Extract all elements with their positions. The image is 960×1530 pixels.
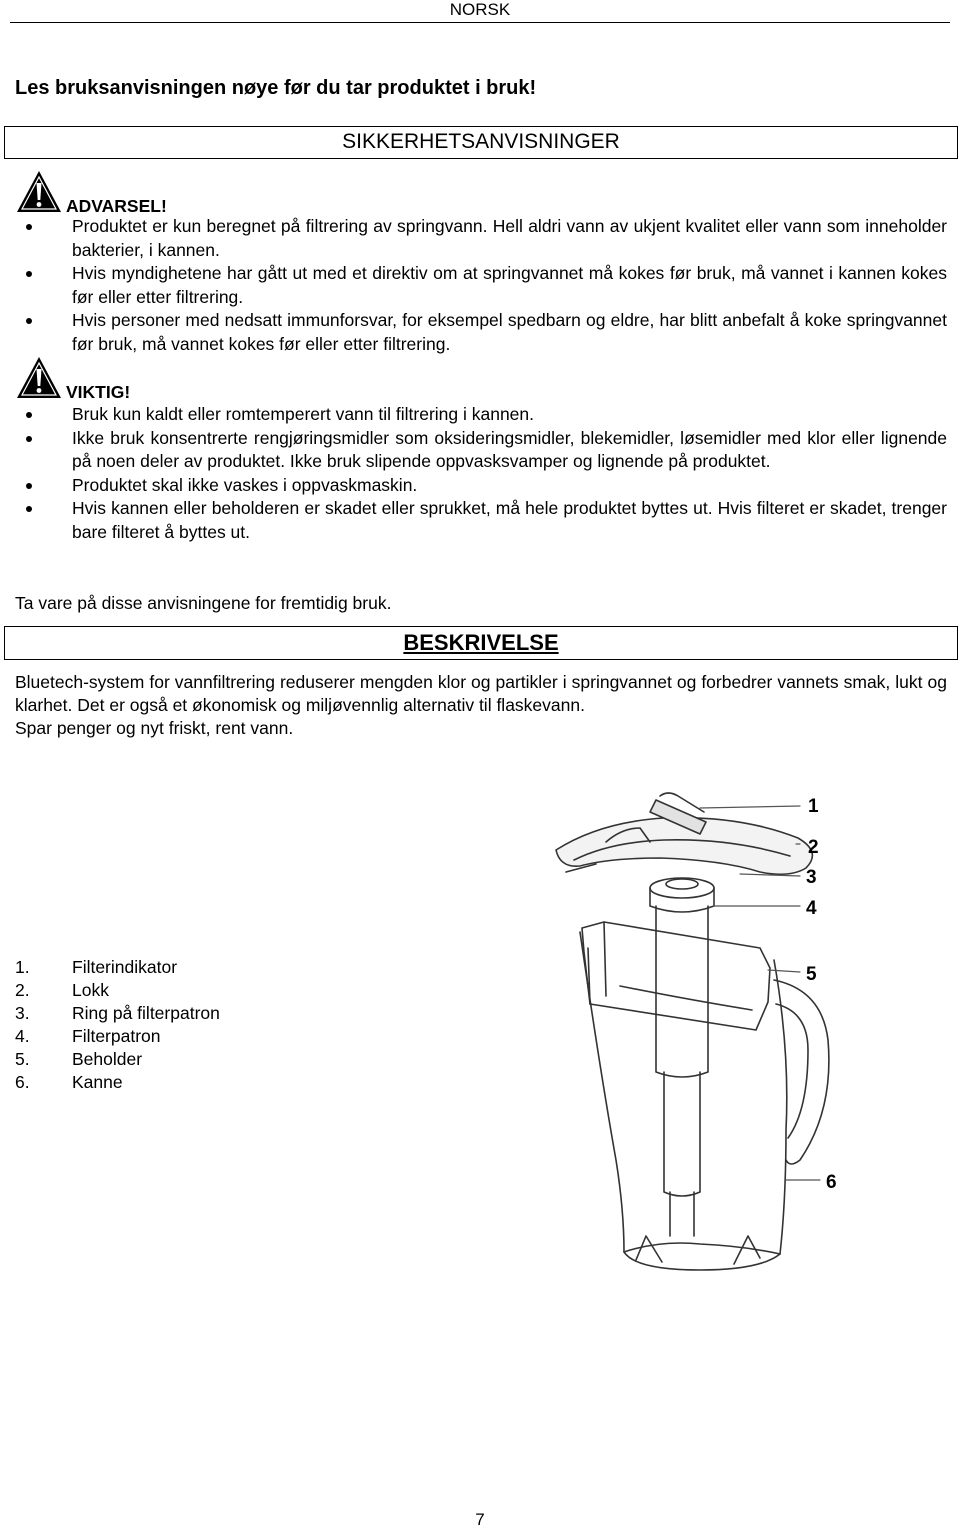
part-number: 5. bbox=[15, 1049, 30, 1069]
description-section-title: BESKRIVELSE bbox=[4, 626, 958, 660]
list-item bbox=[15, 979, 220, 1002]
warning-label: ADVARSEL! bbox=[66, 196, 167, 216]
callout-label: 1 bbox=[808, 796, 819, 817]
important-label: VIKTIG! bbox=[66, 382, 131, 402]
part-name: Lokk bbox=[72, 980, 109, 1000]
filter-cartridge-illustration bbox=[656, 906, 708, 1236]
list-item bbox=[15, 1048, 220, 1071]
list-item bbox=[15, 1025, 220, 1048]
parts-list bbox=[15, 956, 220, 1094]
part-number: 6. bbox=[15, 1072, 30, 1092]
part-number: 3. bbox=[15, 1003, 30, 1023]
list-item bbox=[15, 1002, 220, 1025]
part-name: Kanne bbox=[72, 1072, 123, 1092]
callout-label: 3 bbox=[806, 867, 817, 888]
pitcher-body-illustration bbox=[580, 932, 829, 1270]
part-name: Beholder bbox=[72, 1049, 143, 1069]
warning-triangle-icon bbox=[16, 170, 62, 214]
warning-header bbox=[16, 170, 167, 214]
important-list bbox=[0, 403, 960, 544]
filter-ring-illustration bbox=[650, 878, 714, 912]
description-paragraph: Bluetech-system for vannfiltrering reduserer mengden klor og partikler i springvannet og forbedrer vannets smak, lukt og klarhet. Det er også et økonomisk og miljøvennlig alternativ til flaskevann. bbox=[15, 672, 947, 715]
part-name: Filterpatron bbox=[72, 1026, 161, 1046]
part-number: 2. bbox=[15, 980, 30, 1000]
callout-label: 4 bbox=[806, 898, 817, 919]
list-item: Produktet skal ikke vaskes i oppvaskmaskin. bbox=[0, 474, 960, 498]
list-item: Produktet er kun beregnet på filtrering av springvann. Hell aldri vann av ukjent kvalitet eller vann som inneholder bakterier, i kannen. bbox=[0, 215, 960, 262]
part-name: Ring på filterpatron bbox=[72, 1003, 220, 1023]
safety-section-title: SIKKERHETSANVISNINGER bbox=[4, 126, 958, 159]
intro-heading: Les bruksanvisningen nøye før du tar produktet i bruk! bbox=[15, 77, 537, 99]
header-language: NORSK bbox=[449, 0, 511, 19]
warning-triangle-icon bbox=[16, 356, 62, 400]
callout-label: 6 bbox=[826, 1172, 837, 1193]
important-header bbox=[16, 356, 130, 400]
description-paragraph: Spar penger og nyt friskt, rent vann. bbox=[15, 718, 294, 738]
list-item bbox=[15, 956, 220, 979]
list-item: Hvis myndighetene har gått ut med et direktiv om at springvannet må kokes før bruk, må vannet i kannen kokes før eller etter filtrering. bbox=[0, 262, 960, 309]
part-name: Filterindikator bbox=[72, 957, 178, 977]
header-divider bbox=[10, 22, 950, 23]
list-item: Hvis personer med nedsatt immunforsvar, for eksempel spedbarn og eldre, har blitt anbefalt å koke springvannet før bruk, må vannet kokes før eller etter filtrering. bbox=[0, 309, 960, 356]
list-item: Bruk kun kaldt eller romtemperert vann til filtrering i kannen. bbox=[0, 403, 960, 427]
callout-label: 2 bbox=[808, 837, 819, 858]
warning-list bbox=[0, 215, 960, 356]
page-number: 7 bbox=[475, 1510, 485, 1529]
description-text bbox=[15, 671, 947, 740]
list-item: Hvis kannen eller beholderen er skadet eller sprukket, må hele produktet byttes ut. Hvis filteret er skadet, trenger bare filteret å byttes ut. bbox=[0, 497, 960, 544]
care-note: Ta vare på disse anvisningene for fremtidig bruk. bbox=[15, 593, 392, 613]
part-number: 1. bbox=[15, 957, 30, 977]
callout-label: 5 bbox=[806, 964, 817, 985]
part-number: 4. bbox=[15, 1026, 30, 1046]
list-item: Ikke bruk konsentrerte rengjøringsmidler som oksideringsmidler, blekemidler, løsemidler med klor eller lignende på noen deler av produktet. Ikke bruk slipende oppvasksvamper og lignende på produktet. bbox=[0, 427, 960, 474]
reservoir-illustration bbox=[582, 922, 770, 1030]
list-item bbox=[15, 1071, 220, 1094]
pitcher-diagram bbox=[540, 780, 860, 1280]
